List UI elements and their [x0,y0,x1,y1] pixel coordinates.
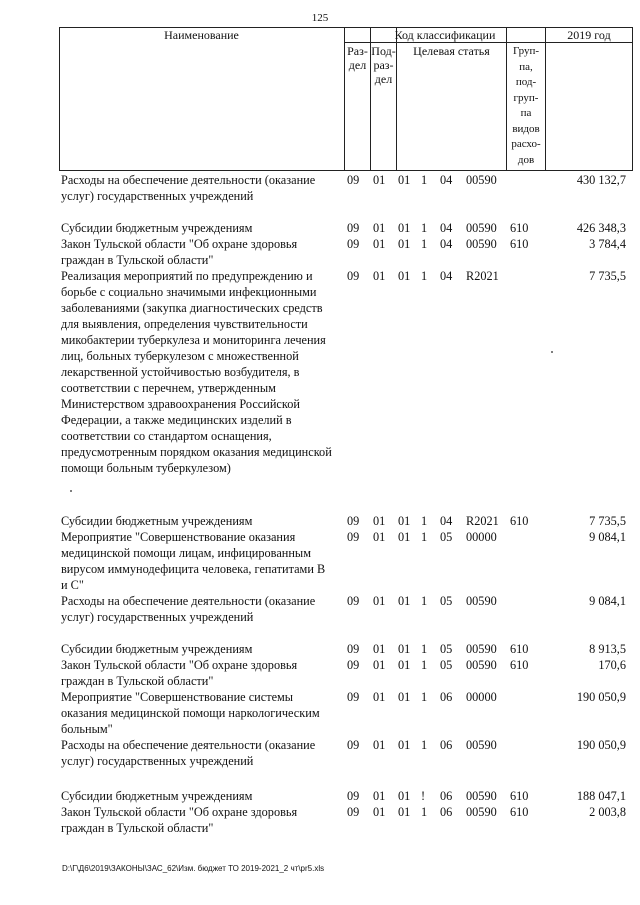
row-subsection: 01 [373,658,386,672]
header-code: Код классификации [394,28,496,42]
row-direction: 00590 [466,805,497,819]
row-name: Закон Тульской области "Об охране здоровья граждан в Тульской области" [61,237,298,267]
row-amount: 430 132,7 [576,173,626,187]
header-target: Целевая статья [413,44,490,58]
row-section: 09 [347,173,360,187]
row-name: Субсидии бюджетным учреждениям [61,789,253,803]
file-path: D:\Г\Д6\2019\ЗАКОНЫ\ЗАС_62\Изм. бюджет ТО 2019-2021_2 чт\pr5.xls [62,864,325,873]
row-direction: 00590 [466,642,497,656]
row-subprogram: 1 [421,738,428,752]
row-name: Субсидии бюджетным учреждениям [61,221,253,235]
row-program: 01 [398,789,411,803]
header-section: Раз- дел [347,44,368,72]
scan-dot [70,490,72,492]
row-name: Расходы на обеспечение деятельности (оказание услуг) государственных учреждений [61,173,316,203]
row-subsection: 01 [373,237,386,251]
row-amount: 188 047,1 [576,789,626,803]
scan-dot [551,351,553,353]
row-subprogram: 1 [421,514,428,528]
row-event: 05 [440,594,453,608]
row-amount: 190 050,9 [576,738,626,752]
row-amount: 190 050,9 [576,690,626,704]
row-section: 09 [347,658,360,672]
row-event: 04 [440,237,453,251]
row-subprogram: 1 [421,237,428,251]
row-event: 05 [440,642,453,656]
row-program: 01 [398,514,411,528]
row-event: 05 [440,530,453,544]
row-name: Мероприятие "Совершенствование оказания медицинской помощи лицам, инфицированным вирусом иммунодефицита человека, гепатитами В и С" [61,530,326,592]
header-name: Наименование [164,28,239,42]
row-program: 01 [398,173,411,187]
row-section: 09 [347,237,360,251]
row-amount: 170,6 [598,658,626,672]
row-event: 06 [440,805,453,819]
row-subsection: 01 [373,805,386,819]
row-direction: R2021 [466,514,499,528]
row-subprogram: 1 [421,805,428,819]
row-program: 01 [398,594,411,608]
row-amount: 9 084,1 [589,594,626,608]
row-event: 06 [440,738,453,752]
row-event: 04 [440,514,453,528]
row-name: Расходы на обеспечение деятельности (оказание услуг) государственных учреждений [61,594,316,624]
row-direction: 00590 [466,173,497,187]
row-expense-group: 610 [510,658,529,672]
row-event: 04 [440,173,453,187]
row-subprogram: 1 [421,690,428,704]
row-amount: 2 003,8 [589,805,626,819]
row-expense-group: 610 [510,642,529,656]
row-program: 01 [398,805,411,819]
row-subprogram: 1 [421,642,428,656]
row-direction: 00590 [466,237,497,251]
row-subsection: 01 [373,221,386,235]
row-subprogram: 1 [421,594,428,608]
row-event: 04 [440,269,453,283]
row-amount: 3 784,4 [589,237,626,251]
row-subsection: 01 [373,594,386,608]
header-subsection: Под- раз- дел [371,44,396,86]
row-name: Мероприятие "Совершенствование системы оказания медицинской помощи наркологическим больным" [61,690,320,736]
row-subsection: 01 [373,642,386,656]
row-direction: 00590 [466,658,497,672]
row-program: 01 [398,530,411,544]
row-section: 09 [347,514,360,528]
row-name: Расходы на обеспечение деятельности (оказание услуг) государственных учреждений [61,738,316,768]
row-name: Реализация мероприятий по предупреждению и борьбе с социально значимыми инфекционными заболеваниями (закупка диагностических средств для выявления, определения чувствительности микобактерии туберкулеза и мониторинга лечения лиц, больных туберкулезом с множественной лекарственной устойчивостью возбудителя, в соответствии с перечнем, утвержденным Министерством здравоохранения Российской Федерации, а также медицинских изделий в соответствии со стандартом оснащения, предусмотренным порядком оказания медицинской помощи больным туберкулезом) [61,269,332,475]
row-expense-group: 610 [510,789,529,803]
row-subprogram: 1 [421,530,428,544]
row-subprogram: ! [421,789,426,803]
row-subprogram: 1 [421,173,428,187]
row-direction: 00590 [466,789,497,803]
row-name: Субсидии бюджетным учреждениям [61,514,253,528]
row-direction: 00590 [466,221,497,235]
row-direction: 00000 [466,530,497,544]
row-section: 09 [347,221,360,235]
row-direction: R2021 [466,269,499,283]
row-program: 01 [398,269,411,283]
row-section: 09 [347,642,360,656]
row-subsection: 01 [373,269,386,283]
page-number: 125 [311,12,329,24]
row-direction: 00000 [466,690,497,704]
row-subsection: 01 [373,690,386,704]
row-subprogram: 1 [421,269,428,283]
row-section: 09 [347,738,360,752]
table-header [59,27,633,171]
row-program: 01 [398,690,411,704]
row-subprogram: 1 [421,221,428,235]
row-name: Закон Тульской области "Об охране здоровья граждан в Тульской области" [61,805,298,835]
row-section: 09 [347,594,360,608]
row-amount: 7 735,5 [589,514,626,528]
row-event: 05 [440,658,453,672]
row-section: 09 [347,530,360,544]
row-section: 09 [347,805,360,819]
row-subprogram: 1 [421,658,428,672]
row-program: 01 [398,642,411,656]
row-program: 01 [398,221,411,235]
row-direction: 00590 [466,594,497,608]
row-subsection: 01 [373,173,386,187]
row-event: 06 [440,789,453,803]
row-amount: 7 735,5 [589,269,626,283]
row-program: 01 [398,738,411,752]
row-subsection: 01 [373,789,386,803]
row-event: 04 [440,221,453,235]
row-section: 09 [347,789,360,803]
row-program: 01 [398,658,411,672]
row-direction: 00590 [466,738,497,752]
row-subsection: 01 [373,530,386,544]
row-amount: 426 348,3 [576,221,626,235]
row-amount: 8 913,5 [589,642,626,656]
row-subsection: 01 [373,514,386,528]
row-name: Закон Тульской области "Об охране здоровья граждан в Тульской области" [61,658,298,688]
row-expense-group: 610 [510,221,529,235]
row-section: 09 [347,690,360,704]
row-subsection: 01 [373,738,386,752]
header-group: Груп- па, под- груп- па видов расхо- дов [511,45,541,166]
row-expense-group: 610 [510,237,529,251]
row-event: 06 [440,690,453,704]
row-section: 09 [347,269,360,283]
row-program: 01 [398,237,411,251]
row-name: Субсидии бюджетным учреждениям [61,642,253,656]
row-expense-group: 610 [510,514,529,528]
row-expense-group: 610 [510,805,529,819]
header-year: 2019 год [567,28,611,42]
row-amount: 9 084,1 [589,530,626,544]
